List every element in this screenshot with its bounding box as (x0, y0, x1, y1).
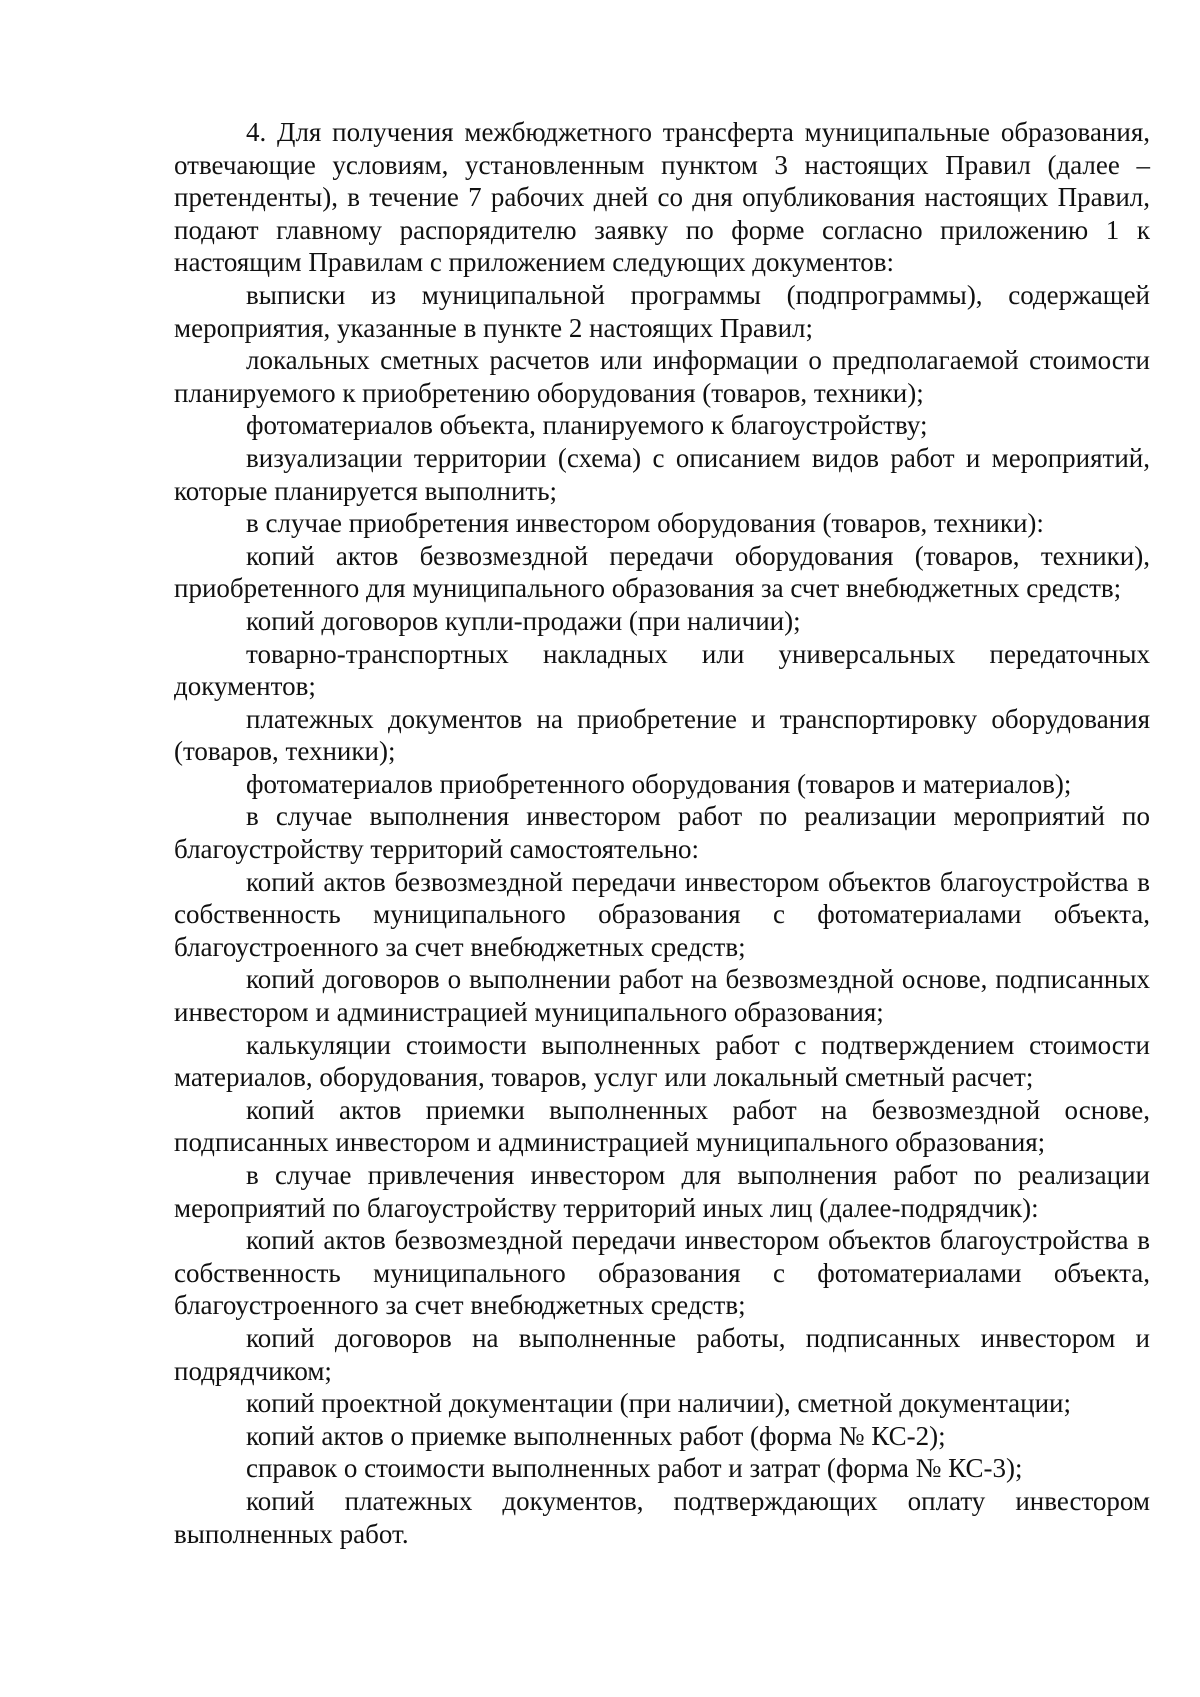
paragraph-9: товарно-транспортных накладных или универсальных передаточных документов; (174, 638, 1150, 702)
paragraph-15: калькуляции стоимости выполненных работ с подтверждением стоимости материалов, оборудования, товаров, услуг или локальный сметный расчет; (174, 1029, 1150, 1093)
paragraph-17: в случае привлечения инвестором для выполнения работ по реализации мероприятий по благоустройству территорий иных лиц (далее-подрядчик): (174, 1160, 1150, 1223)
paragraph-12: в случае выполнения инвестором работ по реализации мероприятий по благоустройству территорий самостоятельно: (174, 801, 1150, 865)
paragraph-1: 4. Для получения межбюджетного трансферта муниципальные образования, отвечающие условиям, установленным пунктом 3 настоящих Правил (далее – претенденты), в течение 7 рабочих дней со дня опубликования настоящих Правил, подают главному распорядителю заявку по форме согласно приложению 1 к настоящим Правилам с приложением следующих документов: (174, 117, 1150, 278)
paragraph-23: копий платежных документов, подтверждающих оплату инвестором выполненных работ. (174, 1485, 1150, 1549)
paragraph-19: копий договоров на выполненные работы, подписанных инвестором и подрядчиком; (174, 1322, 1150, 1386)
paragraph-16: копий актов приемки выполненных работ на безвозмездной основе, подписанных инвестором и администрацией муниципального образования; (174, 1094, 1150, 1158)
paragraph-3: локальных сметных расчетов или информации о предполагаемой стоимости планируемого к приобретению оборудования (товаров, техники); (174, 345, 1150, 408)
paragraph-20: копий проектной документации (при наличии), сметной документации; (246, 1388, 1071, 1419)
paragraph-22: справок о стоимости выполненных работ и затрат (форма № КС-3); (246, 1453, 1023, 1484)
paragraph-18: копий актов безвозмездной передачи инвестором объектов благоустройства в собственность муниципального образования с фотоматериалами объекта, благоустроенного за счет внебюджетных средств; (174, 1225, 1150, 1321)
paragraph-21: копий актов о приемке выполненных работ (форма № КС-2); (246, 1420, 946, 1451)
paragraph-6: в случае приобретения инвестором оборудования (товаров, техники): (246, 508, 1044, 539)
paragraph-13: копий актов безвозмездной передачи инвестором объектов благоустройства в собственность муниципального образования с фотоматериалами объекта, благоустроенного за счет внебюджетных средств; (174, 866, 1150, 962)
paragraph-10: платежных документов на приобретение и транспортировку оборудования (товаров, техники); (174, 703, 1150, 767)
document-body (174, 116, 1150, 1550)
paragraph-8: копий договоров купли-продажи (при наличии); (246, 605, 801, 636)
paragraph-5: визуализации территории (схема) с описанием видов работ и мероприятий, которые планируется выполнить; (174, 442, 1150, 506)
paragraph-14: копий договоров о выполнении работ на безвозмездной основе, подписанных инвестором и администрацией муниципального образования; (174, 964, 1150, 1028)
paragraph-11: фотоматериалов приобретенного оборудования (товаров и материалов); (246, 768, 1072, 799)
paragraph-7: копий актов безвозмездной передачи оборудования (товаров, техники), приобретенного для муниципального образования за счет внебюджетных средств; (174, 540, 1150, 604)
paragraph-2: выписки из муниципальной программы (подпрограммы), содержащей мероприятия, указанные в пункте 2 настоящих Правил; (174, 279, 1150, 343)
paragraph-4: фотоматериалов объекта, планируемого к благоустройству; (246, 410, 928, 441)
